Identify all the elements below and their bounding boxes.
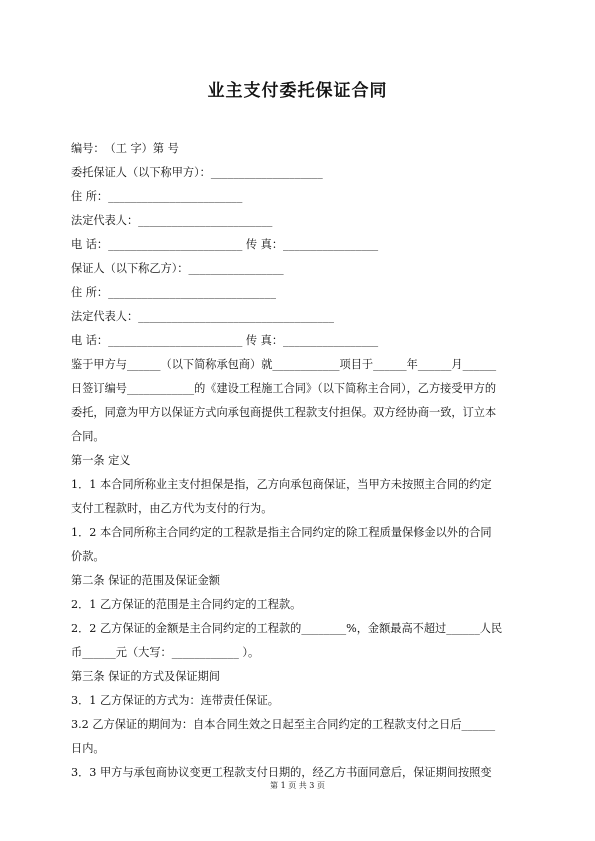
text-line: 法定代表人：________________________ <box>71 214 273 227</box>
text-line: 住 所：______________________________ <box>71 286 276 299</box>
text-line: 3．1 乙方保证的方式为：连带责任保证。 <box>71 694 279 707</box>
text-line: 委托保证人（以下称甲方）：____________________ <box>71 166 323 179</box>
text-line: 2．1 乙方保证的范围是主合同约定的工程款。 <box>71 598 302 611</box>
text-line: 支付工程款时，由乙方代为支付的行为。 <box>71 502 273 515</box>
text-line: 3.2 乙方保证的期间为：自本合同生效之日起至主合同约定的工程款支付之日后______ <box>71 718 496 731</box>
text-line: 住 所：________________________ <box>71 190 243 203</box>
text-line: 电 话：________________________ 传 真：_________________ <box>71 238 379 251</box>
text-line: 日签订编号____________的《建设工程施工合同》（以下简称主合同），乙方接受甲方的 <box>71 382 497 395</box>
text-line: 3．3 甲方与承包商协议变更工程款支付日期的，经乙方书面同意后，保证期间按照变 <box>71 766 492 779</box>
text-line: 合同。 <box>71 430 105 443</box>
text-line: 鉴于甲方与______（以下简称承包商）就____________项目于______年______月______ <box>71 358 497 371</box>
text-line: 法定代表人：___________________________________ <box>71 310 334 323</box>
text-line: 委托，同意为甲方以保证方式向承包商提供工程款支付担保。双方经协商一致，订立本 <box>71 406 497 419</box>
text-line: 第二条 保证的范围及保证金额 <box>71 574 220 587</box>
document-title: 业主支付委托保证合同 <box>207 81 388 101</box>
text-line: 保证人（以下称乙方）：_________________ <box>71 262 284 275</box>
text-line: 日内。 <box>71 742 105 755</box>
text-line: 价款。 <box>71 550 105 563</box>
text-line: 币______元（大写：____________ ）。 <box>71 646 260 659</box>
text-line: 第三条 保证的方式及保证期间 <box>71 670 220 683</box>
text-line: 1．1 本合同所称业主支付担保是指，乙方向承包商保证，当甲方未按照主合同的约定 <box>71 478 492 491</box>
text-line: 第一条 定义 <box>71 454 131 467</box>
page-footer: 第 1 页 共 3 页 <box>270 781 325 790</box>
text-line: 编号： （工 字）第 号 <box>71 142 179 155</box>
text-line: 电 话：________________________ 传 真：_________________ <box>71 334 379 347</box>
text-line: 1．2 本合同所称主合同约定的工程款是指主合同约定的除工程质量保修金以外的合同 <box>71 526 492 539</box>
text-line: 2．2 乙方保证的金额是主合同约定的工程款的________%，金额最高不超过______人民 <box>71 622 503 635</box>
